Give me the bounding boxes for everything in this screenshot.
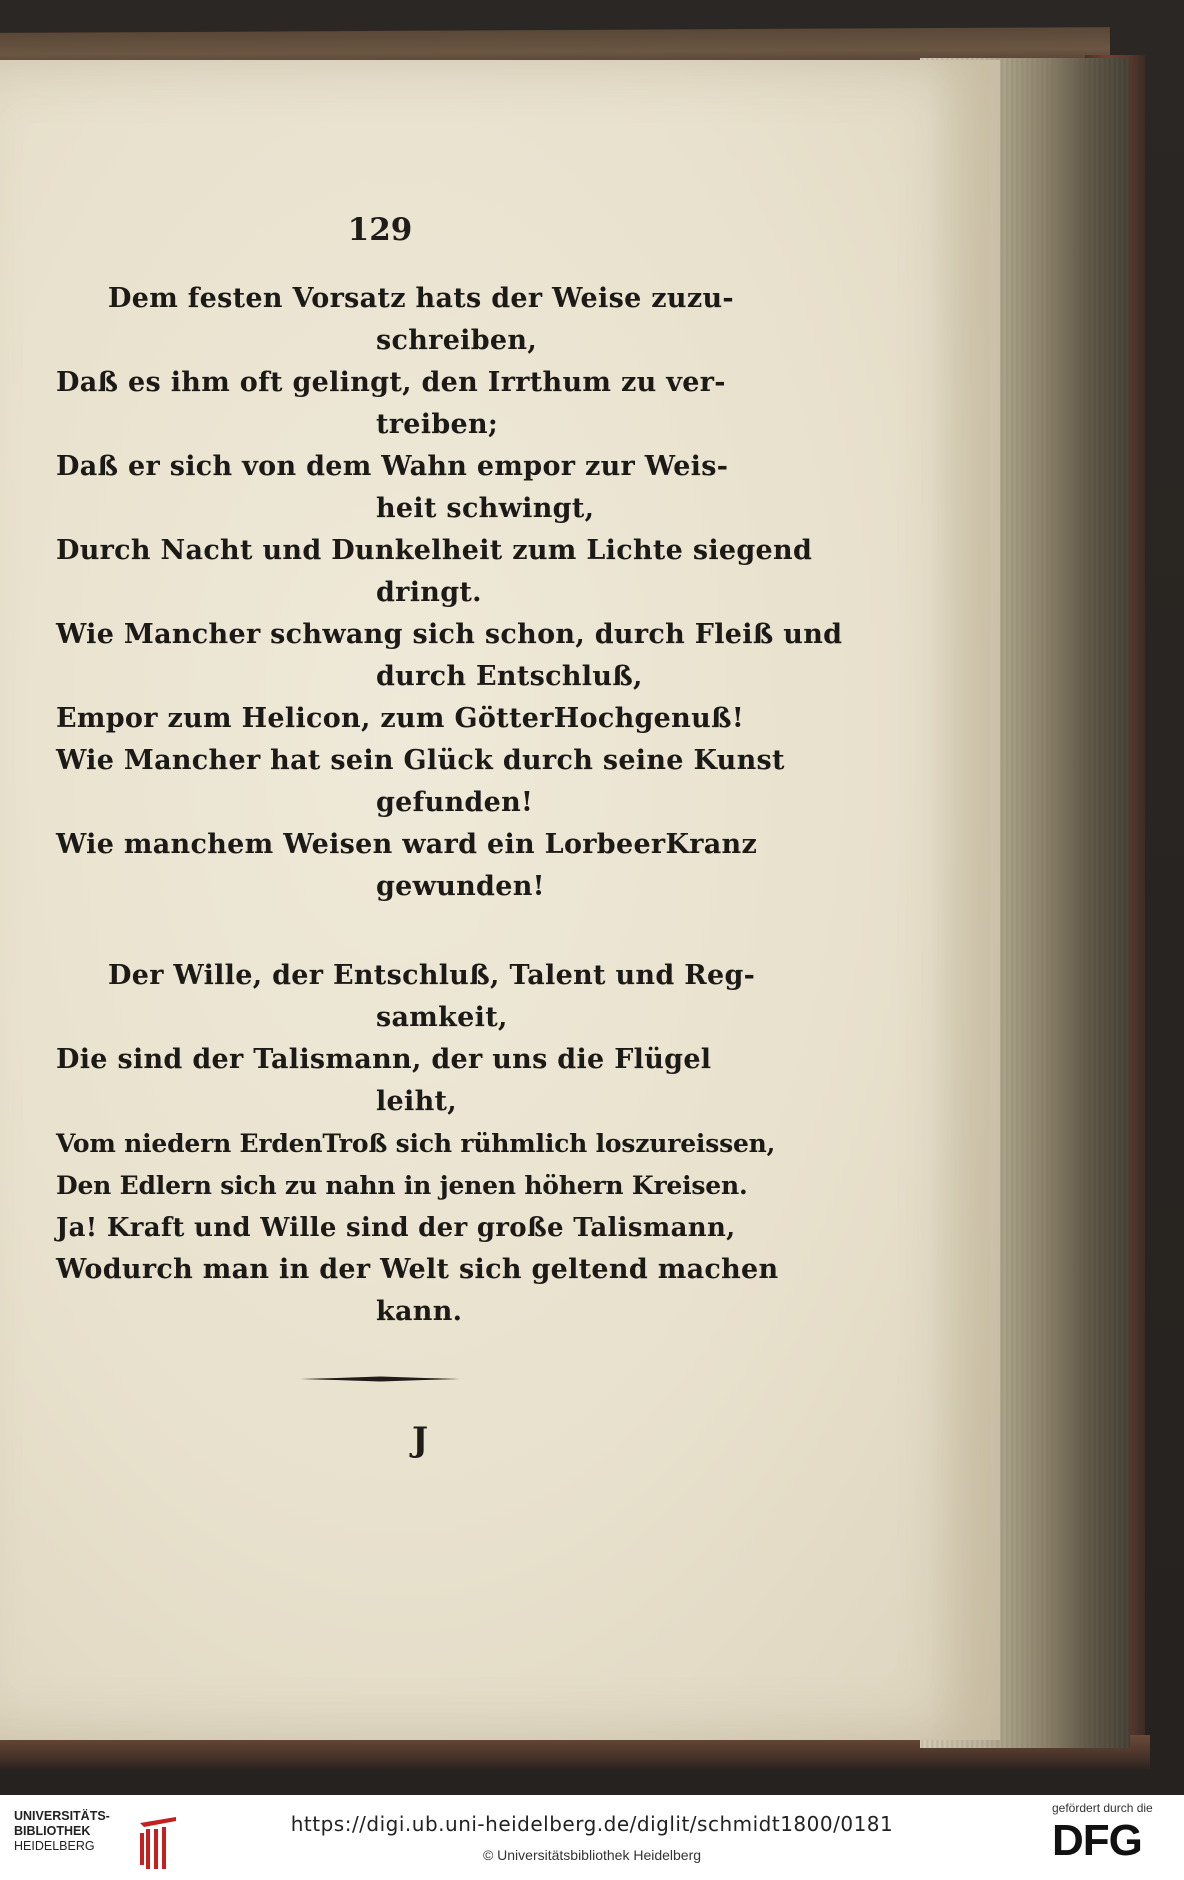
dfg-logo[interactable] [1052,1801,1172,1875]
verse-line: Empor zum Helicon, zum GötterHochgenuß! [56,703,744,734]
verse-line: heit schwingt, [376,493,595,524]
verse-line: durch Entschluß, [376,661,643,692]
funder-note: gefördert durch die [1052,1801,1153,1815]
verse-line: Daß es ihm oft gelingt, den Irrthum zu ver- [56,367,726,398]
verse-line: Dem festen Vorsatz hats der Weise zuzu- [108,283,734,314]
verse-line: Der Wille, der Entschluß, Talent und Reg- [108,960,756,991]
verse-line: schreiben, [376,325,538,356]
verse-line: Wodurch man in der Welt sich geltend machen [56,1254,779,1285]
stanza-2 [56,955,779,1333]
verse-line: dringt. [376,577,482,608]
library-name-line1: UNIVERSITÄTS- [14,1809,110,1823]
verse-line: samkeit, [376,1002,508,1033]
verse-line: gefunden! [376,787,534,818]
permalink-url[interactable]: https://digi.ub.uni-heidelberg.de/diglit/schmidt1800/0181 [290,1812,894,1836]
verse-line: Wie Mancher hat sein Glück durch seine Kunst [56,745,785,776]
footer-bar [0,1795,1184,1880]
funder-wordmark: DFG [1052,1816,1142,1865]
page-number: 129 [347,212,413,248]
verse-line: Wie manchem Weisen ward ein LorbeerKranz [56,829,758,860]
verse-line: Ja! Kraft und Wille sind der große Talismann, [56,1213,736,1243]
verse-line: leiht, [376,1086,457,1117]
verse-line: Die sind der Talismann, der uns die Flügel [56,1044,712,1075]
verse-line: Den Edlern sich zu nahn in jenen höhern Kreisen. [56,1171,748,1200]
verse-line: gewunden! [376,871,545,902]
copyright-notice: © Universitätsbibliothek Heidelberg [482,1847,702,1863]
verse-line: Durch Nacht und Dunkelheit zum Lichte siegend [56,535,813,566]
library-name-line3: HEIDELBERG [14,1839,95,1853]
verse-line: Wie Mancher schwang sich schon, durch Fleiß und [56,619,843,650]
stanza-1 [56,278,843,908]
page-shadow [930,60,990,1740]
verse-line: Vom niedern ErdenTroß sich rühmlich loszureissen, [56,1129,776,1158]
verse-line: kann. [376,1296,463,1327]
verse-line: treiben; [376,409,499,440]
signature-mark: J [411,1420,429,1460]
verse-line: Daß er sich von dem Wahn empor zur Weis- [56,451,729,482]
ornamental-rule [300,1376,460,1382]
library-name-line2: BIBLIOTHEK [14,1824,91,1838]
